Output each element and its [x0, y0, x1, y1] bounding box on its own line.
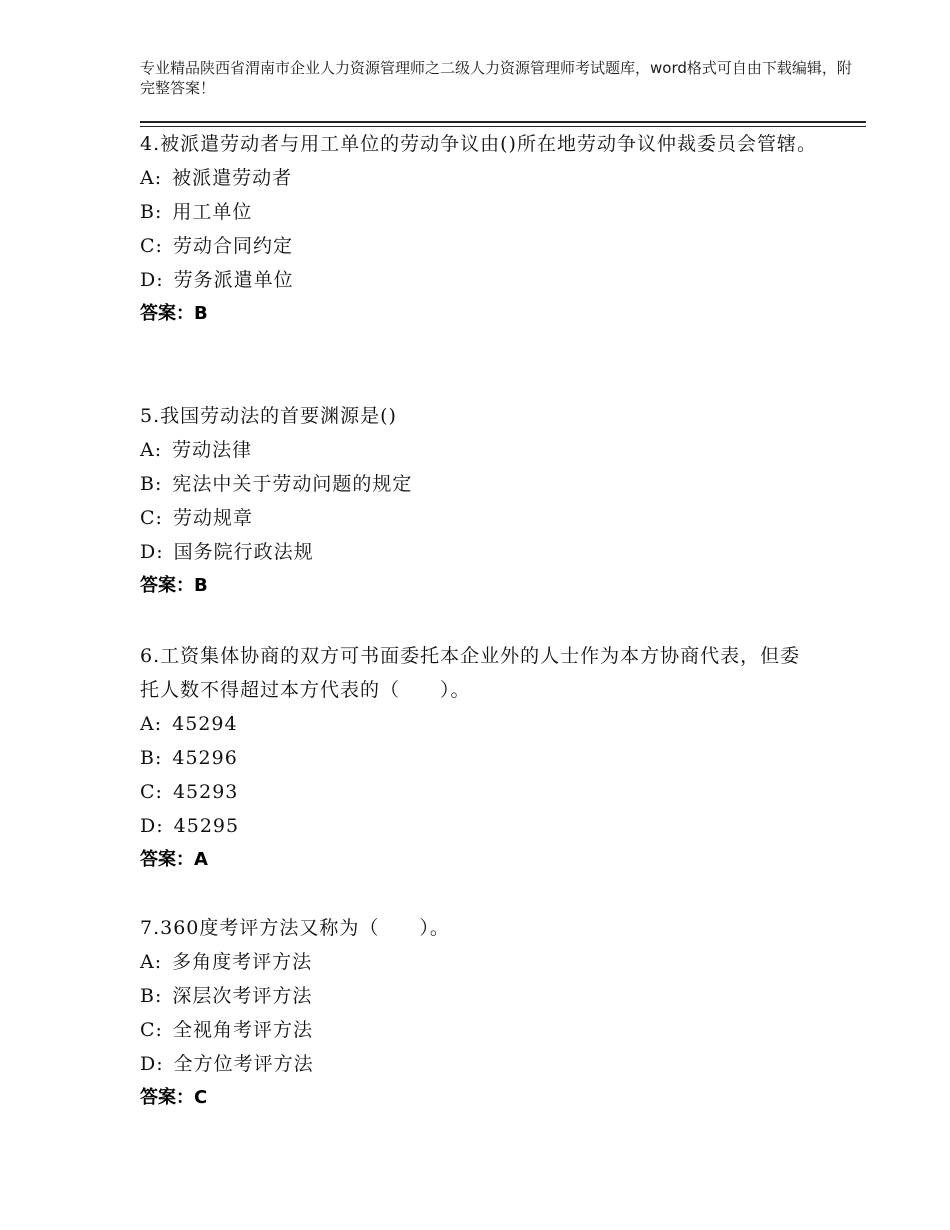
option-key: C:	[140, 507, 163, 529]
option-key: D:	[140, 541, 164, 563]
option-key: D:	[140, 815, 164, 837]
option-key: A:	[140, 167, 163, 189]
option-d	[140, 535, 820, 569]
option-c	[140, 229, 820, 263]
question-stem: 6.工资集体协商的双方可书面委托本企业外的人士作为本方协商代表，但委托人数不得超过本方代表的（ ）。	[140, 645, 801, 701]
option-text: 国务院行政法规	[173, 541, 314, 563]
option-text: 45295	[173, 815, 240, 837]
option-d	[140, 809, 820, 843]
option-key: C:	[140, 235, 163, 257]
option-text: 全视角考评方法	[172, 1019, 313, 1041]
question-stem: 5.我国劳动法的首要渊源是()	[140, 405, 397, 427]
answer: 答案：C	[140, 1087, 208, 1108]
option-key: A:	[140, 439, 163, 461]
question-6	[140, 639, 820, 877]
option-key: D:	[140, 1053, 164, 1075]
option-text: 45296	[172, 747, 238, 769]
option-d	[140, 1047, 820, 1081]
option-b	[140, 979, 820, 1013]
option-key: C:	[140, 781, 163, 803]
option-text: 45294	[172, 713, 238, 735]
option-b	[140, 195, 820, 229]
answer: 答案：A	[140, 849, 208, 870]
option-d	[140, 263, 820, 297]
question-4	[140, 127, 820, 331]
option-key: B:	[140, 985, 163, 1007]
option-c	[140, 501, 820, 535]
option-a	[140, 433, 820, 467]
answer: 答案：B	[140, 575, 208, 596]
option-key: C:	[140, 1019, 163, 1041]
option-a	[140, 161, 820, 195]
option-text: 多角度考评方法	[172, 951, 313, 973]
question-stem: 7.360度考评方法又称为（ ）。	[140, 917, 450, 939]
option-key: B:	[140, 473, 163, 495]
option-key: B:	[140, 201, 163, 223]
option-c	[140, 775, 820, 809]
option-text: 宪法中关于劳动问题的规定	[172, 473, 413, 495]
option-text: 45293	[172, 781, 239, 803]
option-b	[140, 741, 820, 775]
answer: 答案：B	[140, 303, 208, 324]
option-text: 深层次考评方法	[172, 985, 313, 1007]
option-text: 劳动合同约定	[172, 235, 293, 257]
option-a	[140, 707, 820, 741]
option-text: 全方位考评方法	[173, 1053, 314, 1075]
option-text: 劳务派遣单位	[173, 269, 294, 291]
option-key: D:	[140, 269, 164, 291]
question-stem: 4.被派遣劳动者与用工单位的劳动争议由()所在地劳动争议仲裁委员会管辖。	[140, 133, 817, 155]
question-5	[140, 399, 820, 603]
option-key: B:	[140, 747, 163, 769]
option-c	[140, 1013, 820, 1047]
header-rule-thick	[140, 121, 866, 123]
option-text: 劳动法律	[172, 439, 253, 461]
option-key: A:	[140, 713, 163, 735]
option-key: A:	[140, 951, 163, 973]
question-7	[140, 911, 820, 1115]
option-b	[140, 467, 820, 501]
option-text: 用工单位	[172, 201, 253, 223]
option-text: 被派遣劳动者	[172, 167, 293, 189]
option-text: 劳动规章	[172, 507, 253, 529]
document-header: 专业精品陕西省渭南市企业人力资源管理师之二级人力资源管理师考试题库，word格式可自由下载编辑，附完整答案！	[140, 59, 852, 97]
option-a	[140, 945, 820, 979]
